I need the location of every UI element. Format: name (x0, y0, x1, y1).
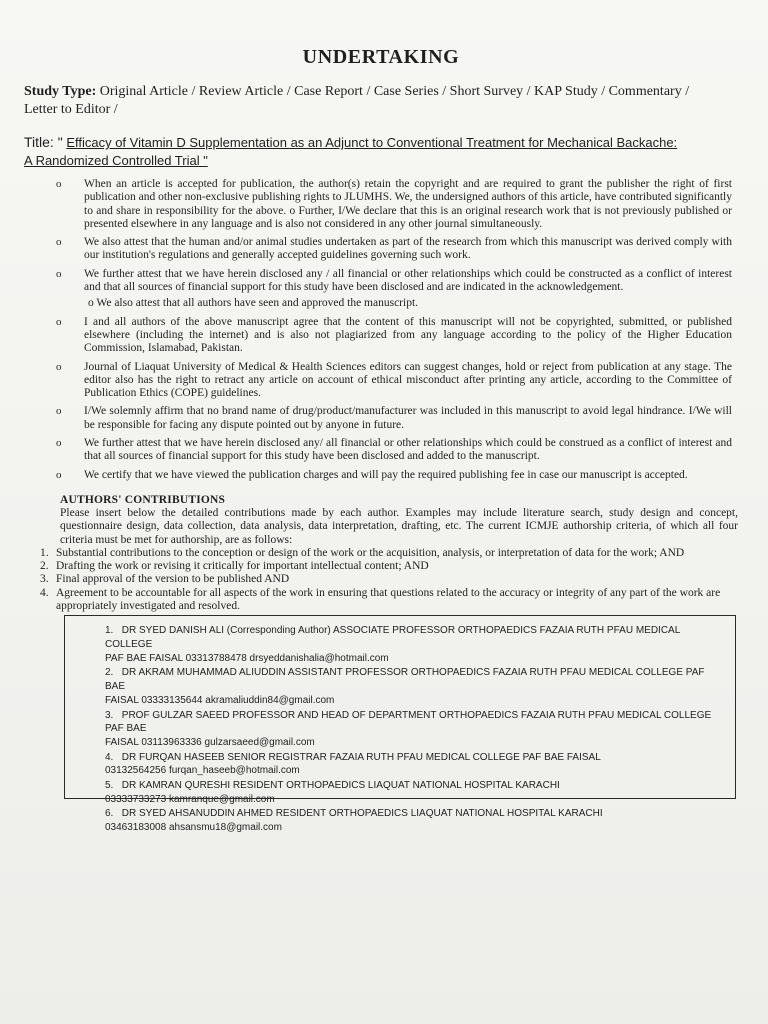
bullet-icon: o (56, 437, 62, 450)
author-contact: 03333733273 kamranque@gmail.com (105, 793, 275, 805)
author-contact: FAISAL 03113963336 gulzarsaeed@gmail.com (105, 736, 315, 748)
study-type (24, 83, 738, 119)
criteria-text: Final approval of the version to be published AND (56, 573, 290, 586)
statement-text: I/We solemnly affirm that no brand name of drug/product/manufacturer was included in this manuscript to avoid legal hindrance. I/We will be responsible for facing any dispute pointed out by anyone in future. (84, 405, 732, 431)
criteria-number: 2. (40, 560, 49, 573)
bullet-icon: o (56, 468, 62, 481)
author-number: 3. (105, 709, 114, 721)
statement-item (56, 437, 738, 464)
article-title (24, 133, 738, 170)
criteria-item (40, 560, 738, 573)
author-details: DR KAMRAN QURESHI RESIDENT ORTHOPAEDICS LIAQUAT NATIONAL HOSPITAL KARACHI (121, 780, 560, 792)
statement-item (56, 316, 738, 356)
study-type-label: Study Type: (24, 84, 97, 99)
bullet-icon: o (56, 315, 62, 328)
author-contact: FAISAL 03333135644 akramaliuddin84@gmail.com (105, 694, 335, 706)
author-details: DR SYED AHSANUDDIN AHMED RESIDENT ORTHOPAEDICS LIAQUAT NATIONAL HOSPITAL KARACHI (121, 808, 603, 820)
statement-text: We also attest that the human and/or animal studies undertaken as part of the research from which this manuscript was derived comply with our institution's regulations and generally accepted guidelines governing such work. (84, 236, 732, 262)
statement-text: I and all authors of the above manuscript agree that the content of this manuscript will not be copyrighted, submitted, or published elsewhere (including the internet) and is also not plagiarized from any language according to the policy of the Higher Education Commission, Islamabad, Pakistan. (84, 315, 732, 355)
author-entry (105, 751, 725, 778)
authorship-criteria (40, 547, 738, 613)
authors-list-box (64, 615, 736, 834)
author-entry (105, 779, 725, 806)
statement-item (56, 236, 738, 263)
statement-text: Journal of Liaquat University of Medical & Health Sciences editors can suggest changes, hold or reject from publication at any stage. The editor also has the right to retract any article on account of ethical misconduct after printing any article, according to the Committee of Publication Ethics (COPE) guidelines. (84, 360, 732, 400)
author-contact: PAF BAE FAISAL 03313788478 drsyeddanishalia@hotmail.com (105, 652, 389, 664)
statement-text: We further attest that we have herein disclosed any/ all financial or other relationships which could be construed as a conflict of interest and that all sources of financial support for this study have been disclosed and added to the manuscript. (84, 437, 732, 463)
statement-text: We further attest that we have herein disclosed any / all financial or other relationships which could be constructed as a conflict of interest and that all sources of financial support for this study have been disclosed and are indicated in the acknowledgement. (84, 267, 732, 294)
author-entry (105, 666, 725, 707)
author-number: 1. (105, 625, 114, 637)
bullet-icon: o (56, 405, 62, 418)
criteria-number: 4. (40, 586, 49, 599)
document-heading: UNDERTAKING (302, 46, 460, 68)
author-entry (105, 624, 725, 665)
criteria-number: 1. (40, 546, 49, 559)
bullet-icon: o (56, 178, 62, 190)
author-details: DR SYED DANISH ALI (Corresponding Author) ASSOCIATE PROFESSOR ORTHOPAEDICS FAZAIA RUTH PFAU MEDICAL COLLEGE (105, 625, 680, 651)
bullet-icon: o (56, 267, 62, 280)
undertaking-statements (24, 178, 738, 482)
author-number: 5. (105, 780, 114, 792)
author-details: DR FURQAN HASEEB SENIOR REGISTRAR FAZAIA RUTH PFAU MEDICAL COLLEGE PAF BAE FAISAL (121, 751, 601, 763)
authors-contributions-section (24, 494, 738, 613)
criteria-number: 3. (40, 573, 49, 586)
contributions-heading: AUTHORS' CONTRIBUTIONS (60, 493, 226, 506)
contributions-intro: Please insert below the detailed contributions made by each author. Examples may include literature search, study design and concept, questionnaire design, data collection, data analysis, data interpretation, drafting, etc. The current ICMJE authorship criteria, of which all four criteria must be met for authorship, are as follows: (60, 506, 738, 546)
author-number: 6. (105, 808, 114, 820)
author-entry (105, 807, 725, 834)
statement-item (56, 405, 738, 432)
criteria-text: Drafting the work or revising it critically for important intellectual content; AND (56, 560, 429, 573)
author-contact: 03132564256 furqan_haseeb@hotmail.com (105, 765, 300, 777)
author-number: 2. (105, 667, 114, 679)
author-contact: 03463183008 ahsansmu18@gmail.com (105, 822, 282, 834)
author-details: DR AKRAM MUHAMMAD ALIUDDIN ASSISTANT PROFESSOR ORTHOPAEDICS FAZAIA RUTH PFAU MEDICAL COLLEGE PAF BAE (105, 667, 705, 693)
criteria-item (40, 573, 738, 586)
article-title-label: Title: " (24, 134, 63, 150)
statement-text: When an article is accepted for publication, the author(s) retain the copyright and are required to grant the publisher the right of first publication and other non-exclusive publishing rights to JLUMHS. We, the undersigned authors of this article, have contributed significantly to and share in responsibility for the above. o Further, I/We declare that this is an original research work that is not previously published or presented elsewhere in any language and is also not considered in any other journal simultaneously. (84, 178, 732, 230)
criteria-text: Substantial contributions to the conception or design of the work or the acquisition, analysis, or interpretation of data for the work; AND (56, 546, 685, 559)
bullet-icon: o (56, 360, 62, 373)
statement-subnote: o We also attest that all authors have seen and approved the manuscript. (88, 297, 419, 310)
study-type-value: Original Article / Review Article / Case Report / Case Series / Short Survey / KAP Study / Commentary / Letter to Editor / (24, 84, 690, 117)
criteria-item (40, 547, 738, 560)
statement-item (56, 469, 738, 482)
article-title-value: Efficacy of Vitamin D Supplementation as an Adjunct to Conventional Treatment for Mechanical Backache: A Randomized Controlled Trial " (24, 135, 678, 168)
author-entry (105, 709, 725, 750)
criteria-text: Agreement to be accountable for all aspects of the work in ensuring that questions related to the accuracy or integrity of any part of the work are appropriately investigated and resolved. (56, 586, 721, 613)
statement-text: We certify that we have viewed the publication charges and will pay the required publishing fee in case our manuscript is accepted. (84, 468, 688, 481)
author-details: PROF GULZAR SAEED PROFESSOR AND HEAD OF DEPARTMENT ORTHOPAEDICS FAZAIA RUTH PFAU MEDICAL COLLEGE PAF BAE (105, 709, 712, 735)
criteria-item (40, 587, 738, 614)
author-number: 4. (105, 751, 114, 763)
statement-item (56, 268, 738, 311)
bullet-icon: o (56, 236, 62, 249)
statement-item (56, 178, 738, 231)
statement-item (56, 361, 738, 401)
